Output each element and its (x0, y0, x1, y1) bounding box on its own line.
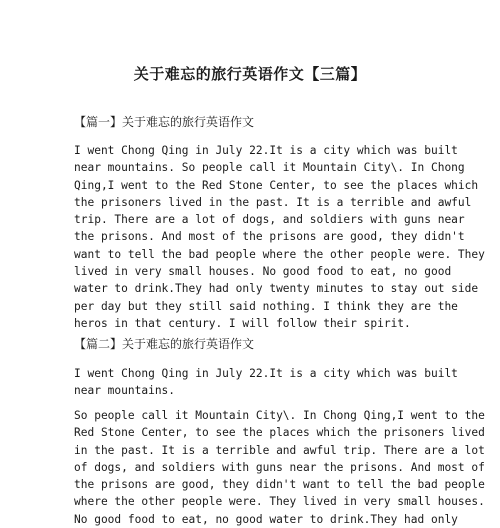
text-line: So people call it Mountain City\. In Chong Qing,I went to the (74, 409, 485, 422)
section-2-paragraph-2 (74, 407, 485, 528)
text-line: the prisons are good, they didn't want to tell the bad people (74, 478, 485, 492)
text-line: water to drink.They had only twenty minutes to stay out side (74, 282, 479, 296)
text-line: near mountains. So people call it Mountain City\. In Chong (74, 161, 465, 175)
section-1-paragraph-1 (74, 142, 485, 332)
text-line: of dogs, and soldiers with guns near the prisons. And most of (74, 460, 485, 474)
section-2-paragraph-1 (74, 365, 458, 400)
text-line: lived in very small houses. No good food to eat, no good (74, 265, 452, 279)
text-line: heros in that century. I will follow their spirit. (74, 316, 411, 330)
text-line: per day but they still said nothing. I think they are the (74, 299, 458, 313)
section-heading-2: 【篇二】关于难忘的旅行英语作文 (74, 337, 255, 351)
text-line: I went Chong Qing in July 22.It is a city which was built (74, 367, 458, 380)
text-line: Qing,I went to the Red Stone Center, to see the places which (74, 178, 479, 192)
text-line: Red Stone Center, to see the places which the prisoners lived (74, 426, 485, 440)
text-line: near mountains. (74, 384, 176, 398)
section-heading-1: 【篇一】关于难忘的旅行英语作文 (74, 115, 255, 129)
document-title: 关于难忘的旅行英语作文【三篇】 (133, 65, 367, 83)
text-line: in the past. It is a terrible and awful trip. There are a lot (74, 443, 485, 457)
text-line: the prisons. And most of the prisons are good, they didn't (74, 230, 465, 244)
text-line: I went Chong Qing in July 22.It is a city which was built (74, 144, 458, 157)
text-line: No good food to eat, no good water to drink.They had only (74, 512, 458, 526)
text-line: the prisoners lived in the past. It is a terrible and awful (74, 195, 472, 209)
text-line: where the other people were. They lived in very small houses. (74, 495, 485, 509)
text-line: want to tell the bad people where the other people were. They (74, 247, 485, 261)
text-line: trip. There are a lot of dogs, and soldiers with guns near (74, 213, 465, 227)
